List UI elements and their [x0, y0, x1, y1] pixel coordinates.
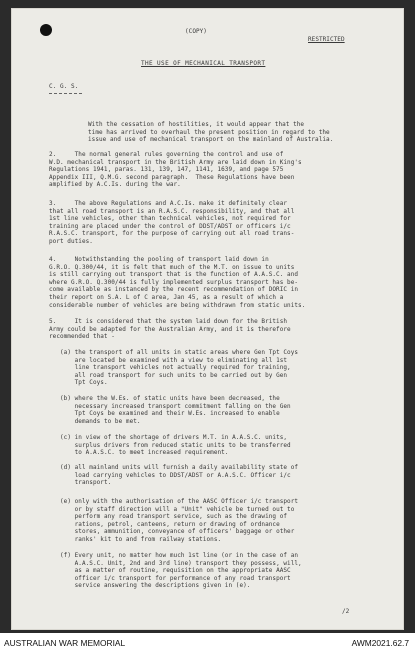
- accession-number: AWM2021.62.7: [351, 638, 409, 648]
- recommendation-b: (b) where the W.Es. of static units have been decreased, the necessary increased transport commitment falling on the Gen Tpt Coys be examined and their W.Es. increased to enable demands to be met.: [60, 395, 291, 425]
- addressee-underline: [49, 93, 82, 94]
- classification-mark: RESTRICTED: [308, 36, 345, 43]
- paragraph-5: 5. It is considered that the system laid down for the British Army could be adapted for the Australian Army, and it is therefore recommended that -: [49, 318, 291, 341]
- punch-hole: [40, 24, 52, 36]
- paragraph-1: With the cessation of hostilities, it would appear that the time has arrived to overhaul the present position in regard to the issue and use of mechanical transport on the mainland of Australia.: [88, 121, 334, 144]
- document-title: THE USE OF MECHANICAL TRANSPORT: [141, 60, 266, 67]
- recommendation-c: (c) in view of the shortage of drivers M.T. in A.A.S.C. units, surplus drivers from reduced static units to be transferred to A.A.S.C. to meet increased requirement.: [60, 434, 291, 457]
- page-continuation-mark: /2: [342, 608, 350, 615]
- archive-name: AUSTRALIAN WAR MEMORIAL: [4, 638, 126, 648]
- paragraph-4: 4. Notwithstanding the pooling of transport laid down in G.R.O. Q.300/44, it is felt that much of the M.T. on issue to units is still carrying out transport that is the function of A.A.S.C. and where G.R.O. Q.300/44 is fully implemented surplus transport has be- come available as instanced by the recent recommendation of DORIC in their report on S.A. L of C area, Jan 45, as a result of which a considerable number of vehicles are being withdrawn from static units.: [49, 256, 306, 309]
- archive-footer: [0, 633, 415, 653]
- recommendation-d: (d) all mainland units will furnish a daily availability state of load carrying vehicles to DDST/ADST or A.A.S.C. Officer i/c transport.: [60, 464, 299, 487]
- recommendation-f: (f) Every unit, no matter how much 1st line (or in the case of an A.A.S.C. Unit, 2nd and 3rd line) transport they possess, will, as a matter of routine, requisition on the appropriate AASC officer i/c transport for performance of any road transport service answering the descriptions given in (e).: [60, 552, 302, 590]
- recommendation-a: (a) the transport of all units in static areas where Gen Tpt Coys are located be examined with a view to eliminating all 1st line transport vehicles not actually required for training, all road transport for such units to be carried out by Gen Tpt Coys.: [60, 349, 299, 387]
- recommendation-e: (e) only with the authorisation of the AASC Officer i/c transport or by staff direction will a "Unit" vehicle be turned out to perform any road transport service, such as the drawing of rations, petrol, canteens, return or drawing of ordnance stores, ammunition, conveyance of officers' baggage or other ranks' kit to and from railway stations.: [60, 498, 299, 543]
- paragraph-2: 2. The normal general rules governing the control and use of W.D. mechanical transport in the British Army are laid down in King's Regulations 1941, paras. 131, 139, 147, 1141, 1639, and page 575 Appendix III, Q.M.G. second paragraph. These Regulations have been amplified by A.C.Is. during the war.: [49, 151, 302, 189]
- paragraph-3: 3. The above Regulations and A.C.Is. make it definitely clear that all road transport is an R.A.S.C. responsibility, and that all 1st line vehicles, other than technical vehicles, not required for training are placed under the control of DDST/ADST or officers i/c R.A.S.C. transport, for the purpose of carrying out all road trans- port duties.: [49, 200, 295, 245]
- addressee: C. G. S.: [49, 83, 79, 90]
- copy-mark: (COPY): [185, 28, 207, 35]
